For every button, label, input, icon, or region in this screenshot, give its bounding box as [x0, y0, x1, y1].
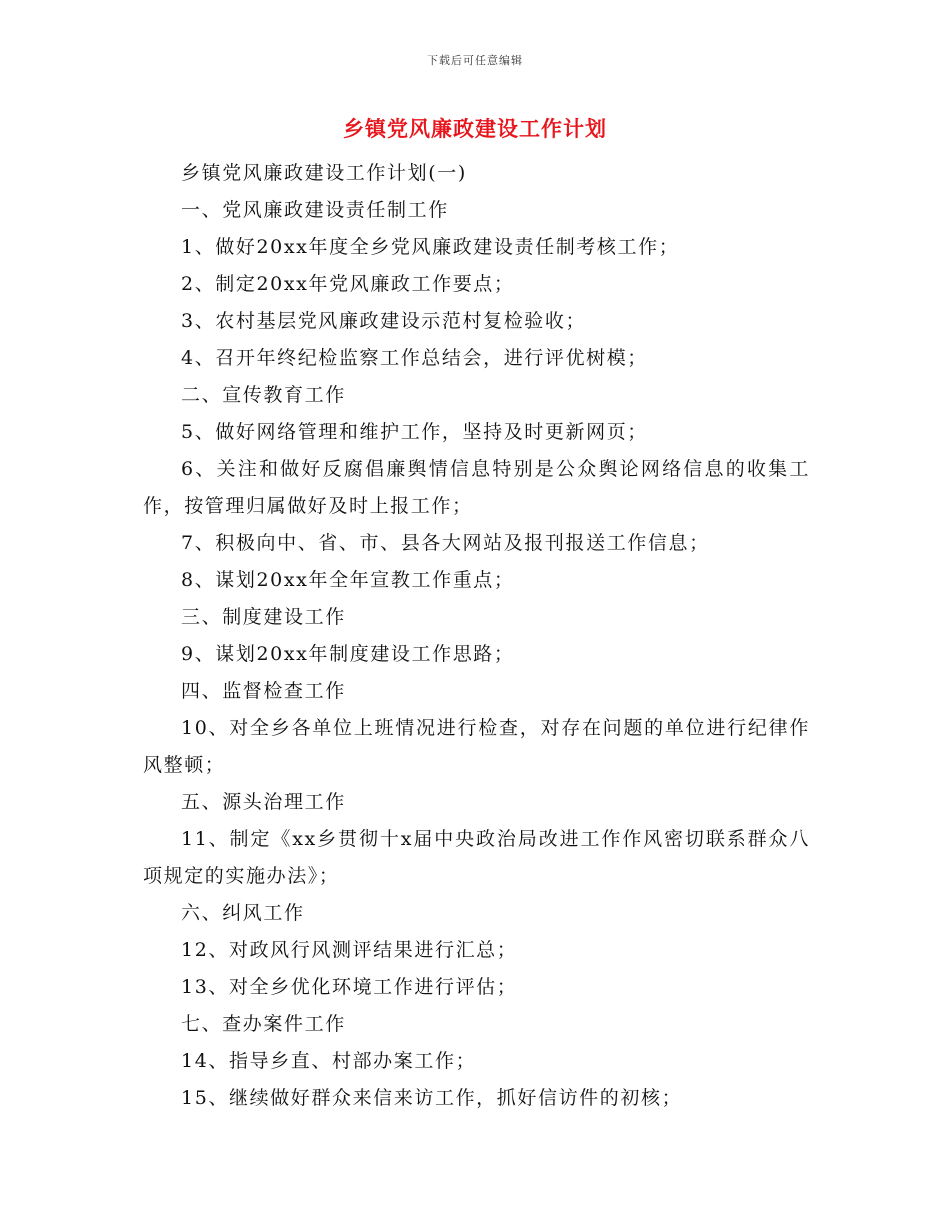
section-heading-2: 二、宣传教育工作 [181, 384, 346, 406]
list-item: 15、继续做好群众来信来访工作，抓好信访件的初核； [181, 1087, 683, 1109]
list-item: 1、做好20xx年度全乡党风廉政建设责任制考核工作； [181, 236, 680, 258]
document-title: 乡镇党风廉政建设工作计划 [343, 116, 607, 141]
list-item: 7、积极向中、省、市、县各大网站及报刊报送工作信息； [181, 532, 710, 554]
section-heading-1: 一、党风廉政建设责任制工作 [181, 199, 449, 221]
page-header-note: 下载后可任意编辑 [427, 54, 523, 67]
list-item: 5、做好网络管理和维护工作，坚持及时更新网页； [181, 421, 648, 443]
section-heading-5: 五、源头治理工作 [181, 791, 346, 813]
list-item: 9、谋划20xx年制度建设工作思路； [181, 643, 515, 665]
list-item: 2、制定20xx年党风廉政工作要点； [181, 273, 515, 295]
list-item: 10、对全乡各单位上班情况进行检查，对存在问题的单位进行纪律作风整顿； [143, 717, 810, 776]
list-item: 14、指导乡直、村部办案工作； [181, 1050, 477, 1072]
list-item: 4、召开年终纪检监察工作总结会，进行评优树模； [181, 347, 648, 369]
paragraph-subtitle: 乡镇党风廉政建设工作计划(一) [181, 162, 467, 184]
list-item: 8、谋划20xx年全年宣教工作重点； [181, 569, 515, 591]
section-heading-7: 七、查办案件工作 [181, 1013, 346, 1035]
document-body [143, 155, 810, 1117]
list-item: 11、制定《xx乡贯彻十x届中央政治局改进工作作风密切联系群众八项规定的实施办法》； [143, 828, 810, 887]
list-item: 3、农村基层党风廉政建设示范村复检验收； [181, 310, 587, 332]
section-heading-3: 三、制度建设工作 [181, 606, 346, 628]
section-heading-6: 六、纠风工作 [181, 902, 305, 924]
list-item: 6、关注和做好反腐倡廉舆情信息特别是公众舆论网络信息的收集工作，按管理归属做好及时上报工作； [143, 458, 810, 517]
list-item: 13、对全乡优化环境工作进行评估； [181, 976, 518, 998]
section-heading-4: 四、监督检查工作 [181, 680, 346, 702]
list-item: 12、对政风行风测评结果进行汇总； [181, 939, 518, 961]
